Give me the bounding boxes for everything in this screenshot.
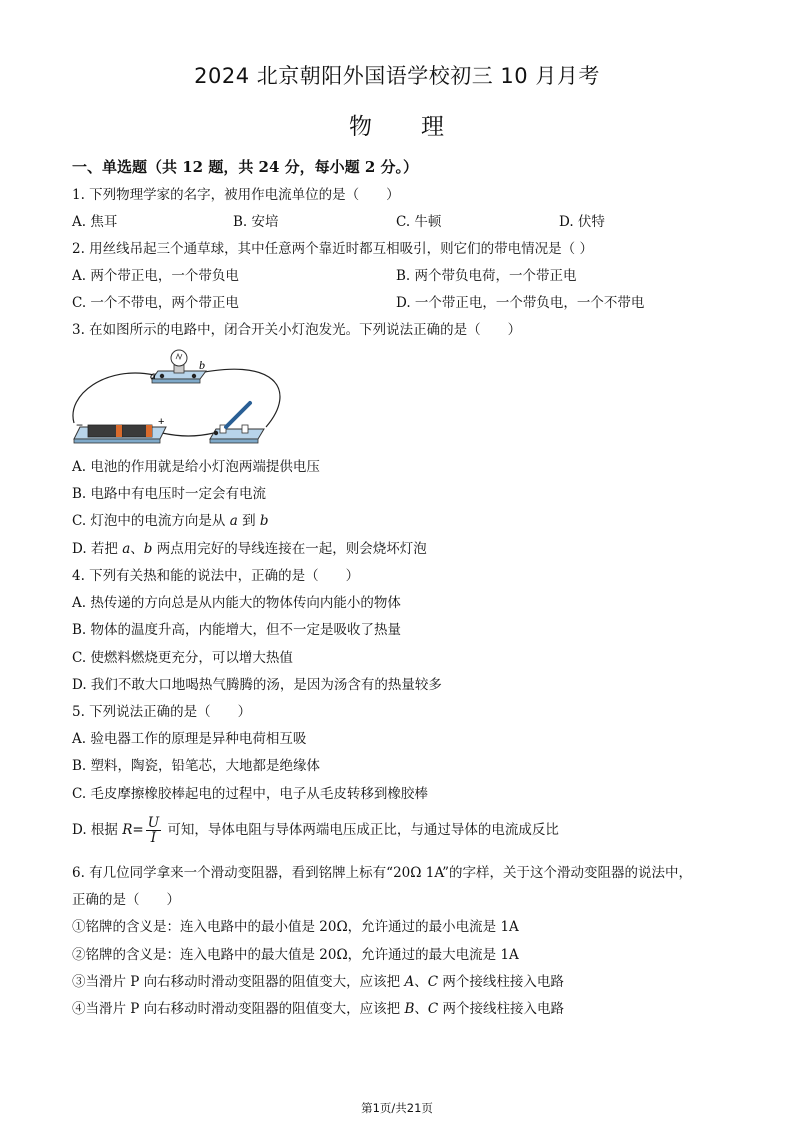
q1-option-c: C. 牛顿 [396,214,442,230]
q5-option-a: A. 验电器工作的原理是异种电荷相互吸 [72,731,307,747]
wire-left [73,373,154,423]
label-a: a [150,368,156,382]
q3-stem: 3. 在如图所示的电路中，闭合开关小灯泡发光。下列说法正确的是（ ） [72,322,522,338]
q1-option-b: B. 安培 [233,214,279,230]
q3-option-d: D. 若把 a、b 两点用完好的导线连接在一起，则会烧坏灯泡 [72,541,427,557]
plus-sign: + [158,416,165,428]
q2-option-b: B. 两个带负电荷，一个带正电 [396,268,577,284]
q2-stem: 2. 用丝线吊起三个通草球，其中任意两个靠近时都互相吸引，则它们的带电情况是（ ） [72,241,593,257]
q2-option-d: D. 一个带正电，一个带负电，一个不带电 [396,295,645,311]
q1-option-a: A. 焦耳 [72,214,118,230]
q6-statement-2: ②铭牌的含义是：连入电路中的最大值是 20Ω，允许通过的最大电流是 1A [72,947,519,963]
q6-statement-1: ①铭牌的含义是：连入电路中的最小值是 20Ω，允许通过的最小电流是 1A [72,919,519,935]
q1-stem: 1. 下列物理学家的名字，被用作电流单位的是（ ） [72,187,400,203]
switch-icon [226,403,250,427]
q6-stem-line2: 正确的是（ ） [72,892,180,908]
formula-fraction: $\frac{U}{I}$ [147,815,160,846]
q5-option-d: D. 根据 R= $\frac{U}{I}$ 可知，导体电阻与导体两端电压成正比，与通过导体的电流成反比 [72,815,559,846]
q6-stem-line1: 6. 有几位同学拿来一个滑动变阻器，看到铭牌上标有“20Ω 1A”的字样，关于这个滑动变阻器的说法中， [72,865,692,881]
q5-option-c: C. 毛皮摩擦橡胶棒起电的过程中，电子从毛皮转移到橡胶棒 [72,786,428,802]
q6-statement-4: ④当滑片 P 向右移动时滑动变阻器的阻值变大，应该把 B、C 两个接线柱接入电路 [72,1001,565,1017]
q4-stem: 4. 下列有关热和能的说法中，正确的是（ ） [72,568,360,584]
subject-title: 物 理 [349,114,445,140]
q3-option-b: B. 电路中有电压时一定会有电流 [72,486,267,502]
q4-option-a: A. 热传递的方向总是从内能大的物体传向内能小的物体 [72,595,401,611]
label-b: b [199,358,205,372]
q5-stem: 5. 下列说法正确的是（ ） [72,704,252,720]
q2-option-a: A. 两个带正电，一个带负电 [72,268,239,284]
circuit-figure [66,345,296,447]
minus-sign: − [76,418,84,432]
section-heading: 一、单选题（共 12 题，共 24 分，每小题 2 分。） [72,158,419,176]
switch-board [210,429,264,439]
q4-option-c: C. 使燃料燃烧更充分，可以增大热值 [72,650,293,666]
light-bulb-icon [171,350,187,366]
q3-option-a: A. 电池的作用就是给小灯泡两端提供电压 [72,459,320,475]
q2-option-c: C. 一个不带电，两个带正电 [72,295,239,311]
q3-option-c: C. 灯泡中的电流方向是从 a 到 b [72,513,269,529]
wire-middle [162,433,214,436]
q6-statement-3: ③当滑片 P 向右移动时滑动变阻器的阻值变大，应该把 A、C 两个接线柱接入电路 [72,974,564,990]
page-title: 2024 北京朝阳外国语学校初三 10 月月考 [194,64,600,88]
q5-option-b: B. 塑料，陶瓷，铅笔芯，大地都是绝缘体 [72,758,321,774]
q4-option-d: D. 我们不敢大口地喝热气腾腾的汤，是因为汤含有的热量较多 [72,677,442,693]
page-footer: 第1页/共21页 [361,1101,433,1115]
q1-option-d: D. 伏特 [559,214,605,230]
q4-option-b: B. 物体的温度升高，内能增大，但不一定是吸收了热量 [72,622,402,638]
